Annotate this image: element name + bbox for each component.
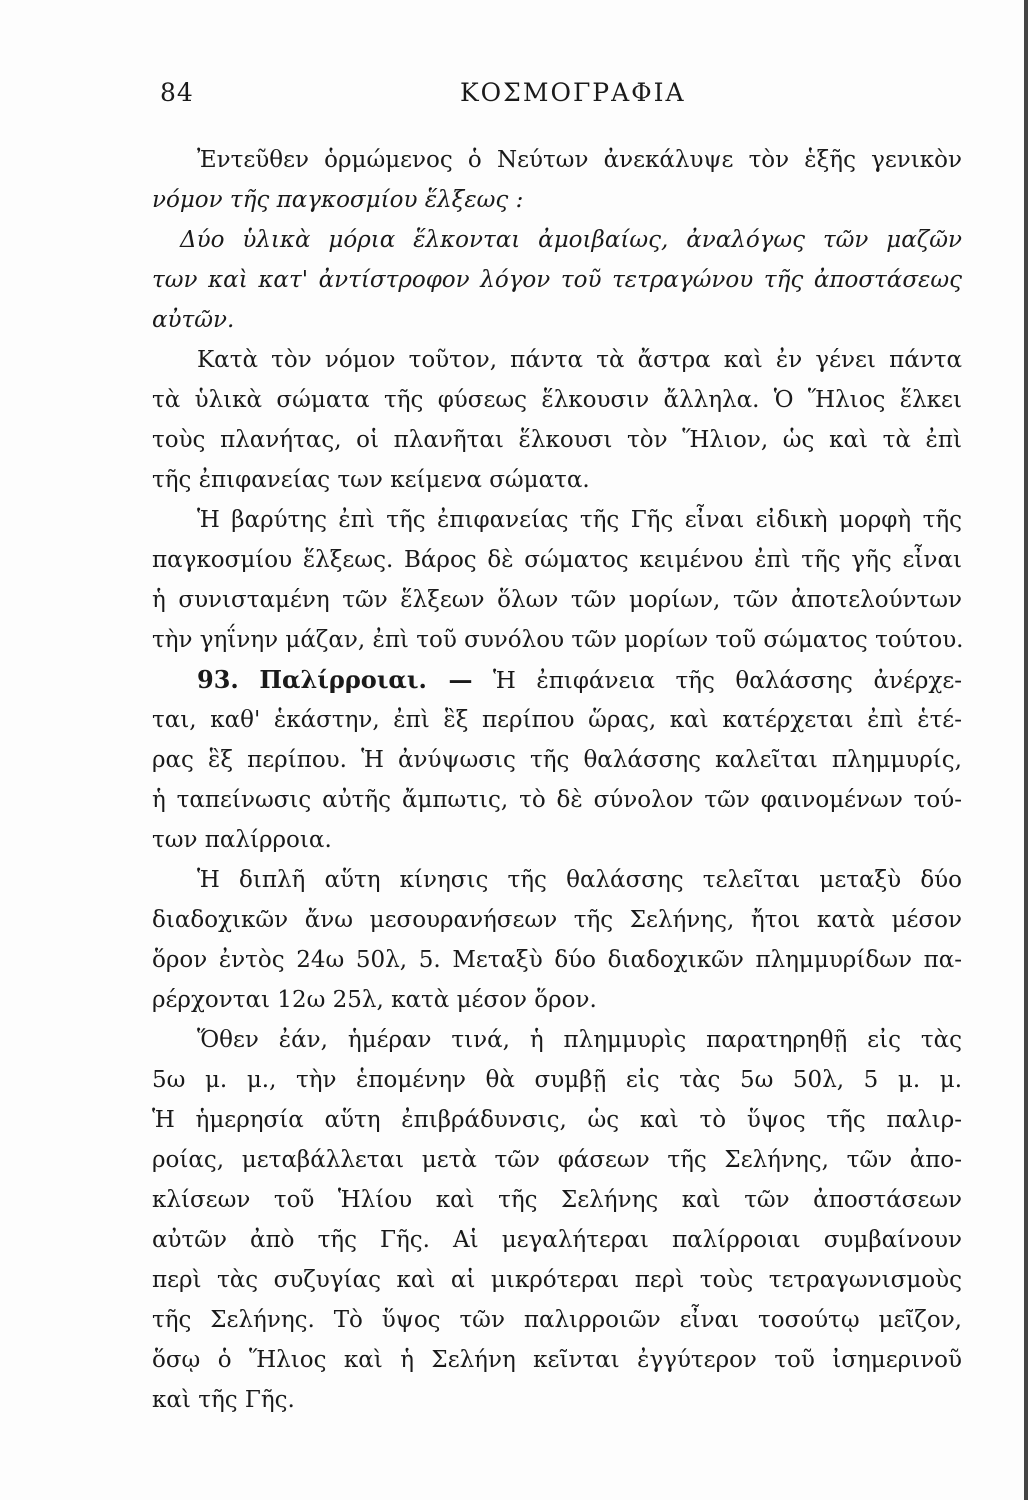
text-line: τῆς Σελήνης. Τὸ ὕψος τῶν παλιρροιῶν εἶναι τοσούτῳ μεῖζον, <box>152 1307 962 1333</box>
text-line: Ἡ βαρύτης ἐπὶ τῆς ἐπιφανείας τῆς Γῆς εἶναι εἰδικὴ μορφὴ τῆς <box>197 507 962 533</box>
text-line: τὰ ὑλικὰ σώματα τῆς φύσεως ἕλκουσιν ἄλληλα. Ὁ Ἥλιος ἕλκει <box>152 387 962 413</box>
text-line: ρέρχονται 12ω 25λ, κατὰ μέσον ὅρον. <box>152 987 597 1013</box>
text-line: ἡ ταπείνωσις αὐτῆς ἄμπωτις, τὸ δὲ σύνολον τῶν φαινομένων τού- <box>152 787 962 813</box>
text-line: 5ω μ. μ., τὴν ἑπομένην θὰ συμβῇ εἰς τὰς 5ω 50λ, 5 μ. μ. <box>152 1067 962 1093</box>
text-line: τοὺς πλανήτας, οἱ πλανῆται ἕλκουσι τὸν Ἥλιον, ὡς καὶ τὰ ἐπὶ <box>152 427 962 453</box>
text-line: ροίας, μεταβάλλεται μετὰ τῶν φάσεων τῆς Σελήνης, τῶν ἀπο- <box>152 1147 962 1173</box>
text-line: Ἡ ἡμερησία αὕτη ἐπιβράδυνσις, ὡς καὶ τὸ ὕψος τῆς παλιρ- <box>152 1107 962 1133</box>
text-line: Ὅθεν ἐάν, ἡμέραν τινά, ἡ πλημμυρὶς παρατηρηθῇ εἰς τὰς <box>197 1027 962 1053</box>
page-header <box>160 78 960 118</box>
text-line: κλίσεων τοῦ Ἡλίου καὶ τῆς Σελήνης καὶ τῶν ἀποστάσεων <box>152 1187 962 1213</box>
law-statement-line: Δύο ὑλικὰ μόρια ἕλκονται ἀμοιβαίως, ἀναλόγως τῶν μαζῶν <box>180 227 962 253</box>
text-line: τὴν γηΐνην μάζαν, ἐπὶ τοῦ συνόλου τῶν μορίων τοῦ σώματος τούτου. <box>152 627 964 653</box>
body-text <box>152 140 962 1420</box>
text-line: αὐτῶν ἀπὸ τῆς Γῆς. Αἱ μεγαλήτεραι παλίρροιαι συμβαίνουν <box>152 1227 962 1253</box>
text-line: τῆς ἐπιφανείας των κείμενα σώματα. <box>152 467 590 493</box>
text-line: Κατὰ τὸν νόμον τοῦτον, πάντα τὰ ἄστρα καὶ ἐν γένει πάντα <box>197 347 962 373</box>
text-line: ρας ἓξ περίπου. Ἡ ἀνύψωσις τῆς θαλάσσης καλεῖται πλημμυρίς, <box>152 747 962 773</box>
text-line: καὶ τῆς Γῆς. <box>152 1387 295 1413</box>
text-line: περὶ τὰς συζυγίας καὶ αἱ μικρότεραι περὶ τοὺς τετραγωνισμοὺς <box>152 1267 962 1293</box>
text-line-fragment: Ἡ ἐπιφάνεια τῆς θαλάσσης ἀνέρχε- <box>493 668 963 694</box>
section-title: Παλίρροιαι. — <box>259 665 473 694</box>
text-line: ἡ συνισταμένη τῶν ἕλξεων ὅλων τῶν μορίων, τῶν ἀποτελούντων <box>152 587 962 613</box>
text-line: διαδοχικῶν ἄνω μεσουρανήσεων τῆς Σελήνης, ἤτοι κατὰ μέσον <box>152 907 962 933</box>
page-number: 84 <box>160 78 194 107</box>
page-edge-shadow <box>1024 0 1028 1500</box>
text-line: Ἡ διπλῆ αὕτη κίνησις τῆς θαλάσσης τελεῖται μεταξὺ δύο <box>197 867 962 893</box>
text-line: παγκοσμίου ἕλξεως. Βάρος δὲ σώματος κειμένου ἐπὶ τῆς γῆς εἶναι <box>152 547 962 573</box>
text-line: ὅρον ἐντὸς 24ω 50λ, 5. Μεταξὺ δύο διαδοχικῶν πλημμυρίδων πα- <box>152 947 962 973</box>
section-heading-line <box>152 660 962 700</box>
running-title: ΚΟΣΜΟΓΡΑΦΙΑ <box>460 78 686 107</box>
section-number: 93. <box>197 665 239 694</box>
text-line: νόμον τῆς παγκοσμίου ἕλξεως : <box>152 187 524 213</box>
text-line: των παλίρροια. <box>152 827 332 853</box>
law-statement-line: των καὶ κατ' ἀντίστροφον λόγον τοῦ τετραγώνου τῆς ἀποστάσεως <box>152 267 962 293</box>
text-line: ὅσῳ ὁ Ἥλιος καὶ ἡ Σελήνη κεῖνται ἐγγύτερον τοῦ ἰσημερινοῦ <box>152 1347 962 1373</box>
text-line: ται, καθ' ἑκάστην, ἐπὶ ἓξ περίπου ὥρας, καὶ κατέρχεται ἐπὶ ἑτέ- <box>152 707 962 733</box>
text-line: Ἐντεῦθεν ὁρμώμενος ὁ Νεύτων ἀνεκάλυψε τὸν ἑξῆς γενικὸν <box>197 147 962 173</box>
law-statement-line: αὐτῶν. <box>152 307 235 333</box>
